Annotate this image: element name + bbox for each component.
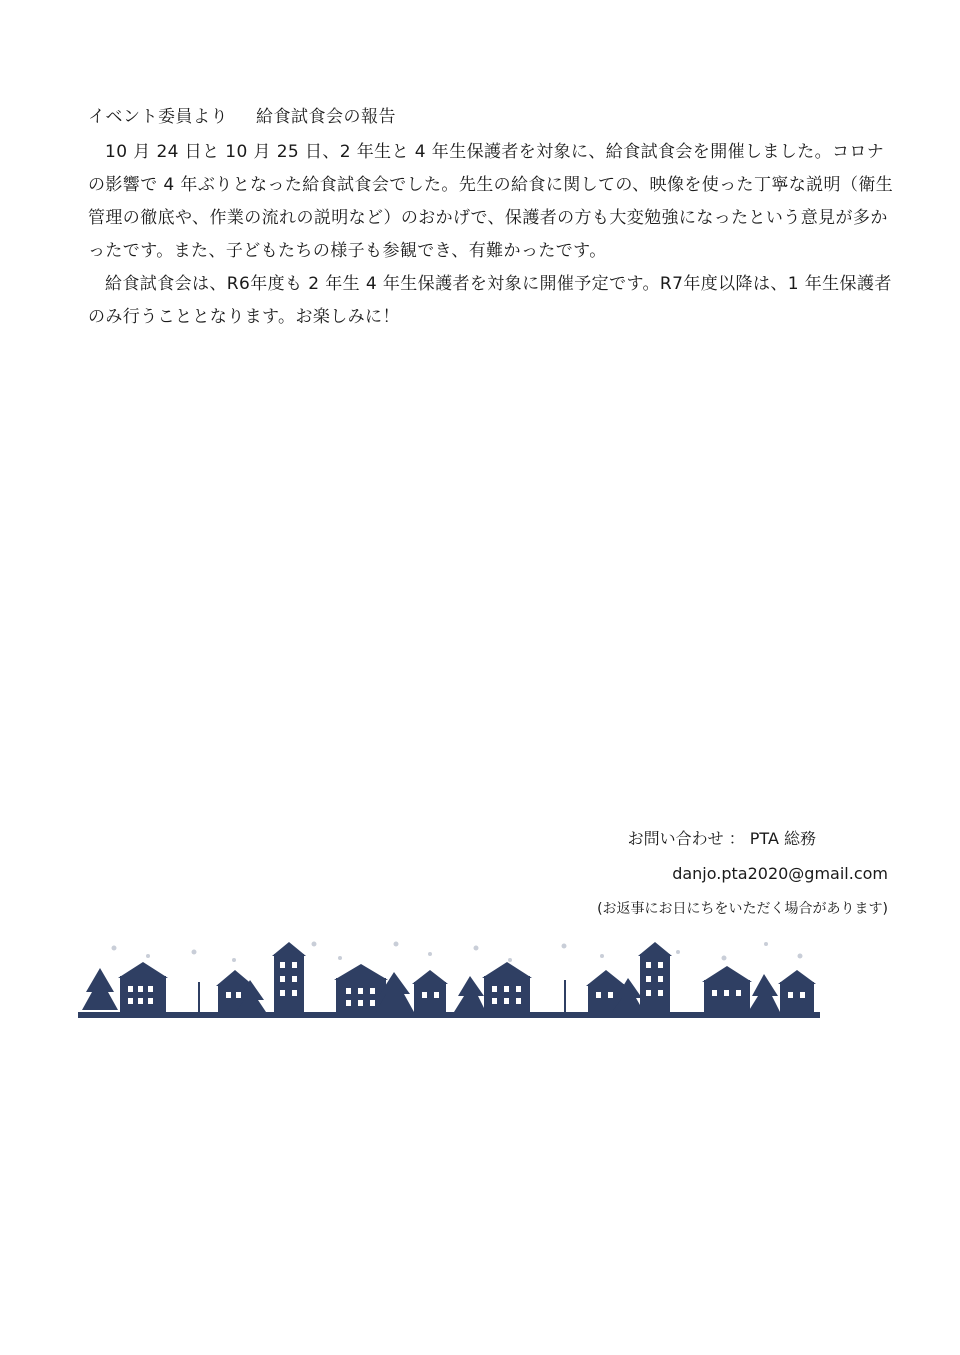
- townscape-silhouette-icon: [78, 930, 820, 1022]
- report-paragraph-2: 給食試食会は、R6年度も 2 年生 4 年生保護者を対象に開催予定です。R7年度以降は、1 年生保護者のみ行うこととなります。お楽しみに！: [88, 274, 892, 327]
- section-heading: [88, 102, 396, 127]
- heading-title: 給食試食会の報告: [256, 107, 396, 127]
- heading-label: イベント委員より: [88, 107, 228, 127]
- report-body: [88, 136, 896, 334]
- contact-label: お問い合わせ ： PTA 総務: [627, 829, 816, 848]
- contact-email: danjo.pta2020@gmail.com: [672, 864, 888, 883]
- contact-note: (お返事にお日にちをいただく場合があります): [597, 901, 888, 917]
- report-paragraph-1: 10 月 24 日と 10 月 25 日、2 年生と 4 年生保護者を対象に、給食試食会を開催しました。コロナの影響で 4 年ぶりとなった給食試食会でした。先生の給食に関しての、映像を使った丁寧な説明（衛生管理の徹底や、作業の流れの説明など）のおかげで、保護者の方も大変勉強になったという意見が多かったです。また、子どもたちの様子も参観でき、有難かったです。: [88, 142, 894, 261]
